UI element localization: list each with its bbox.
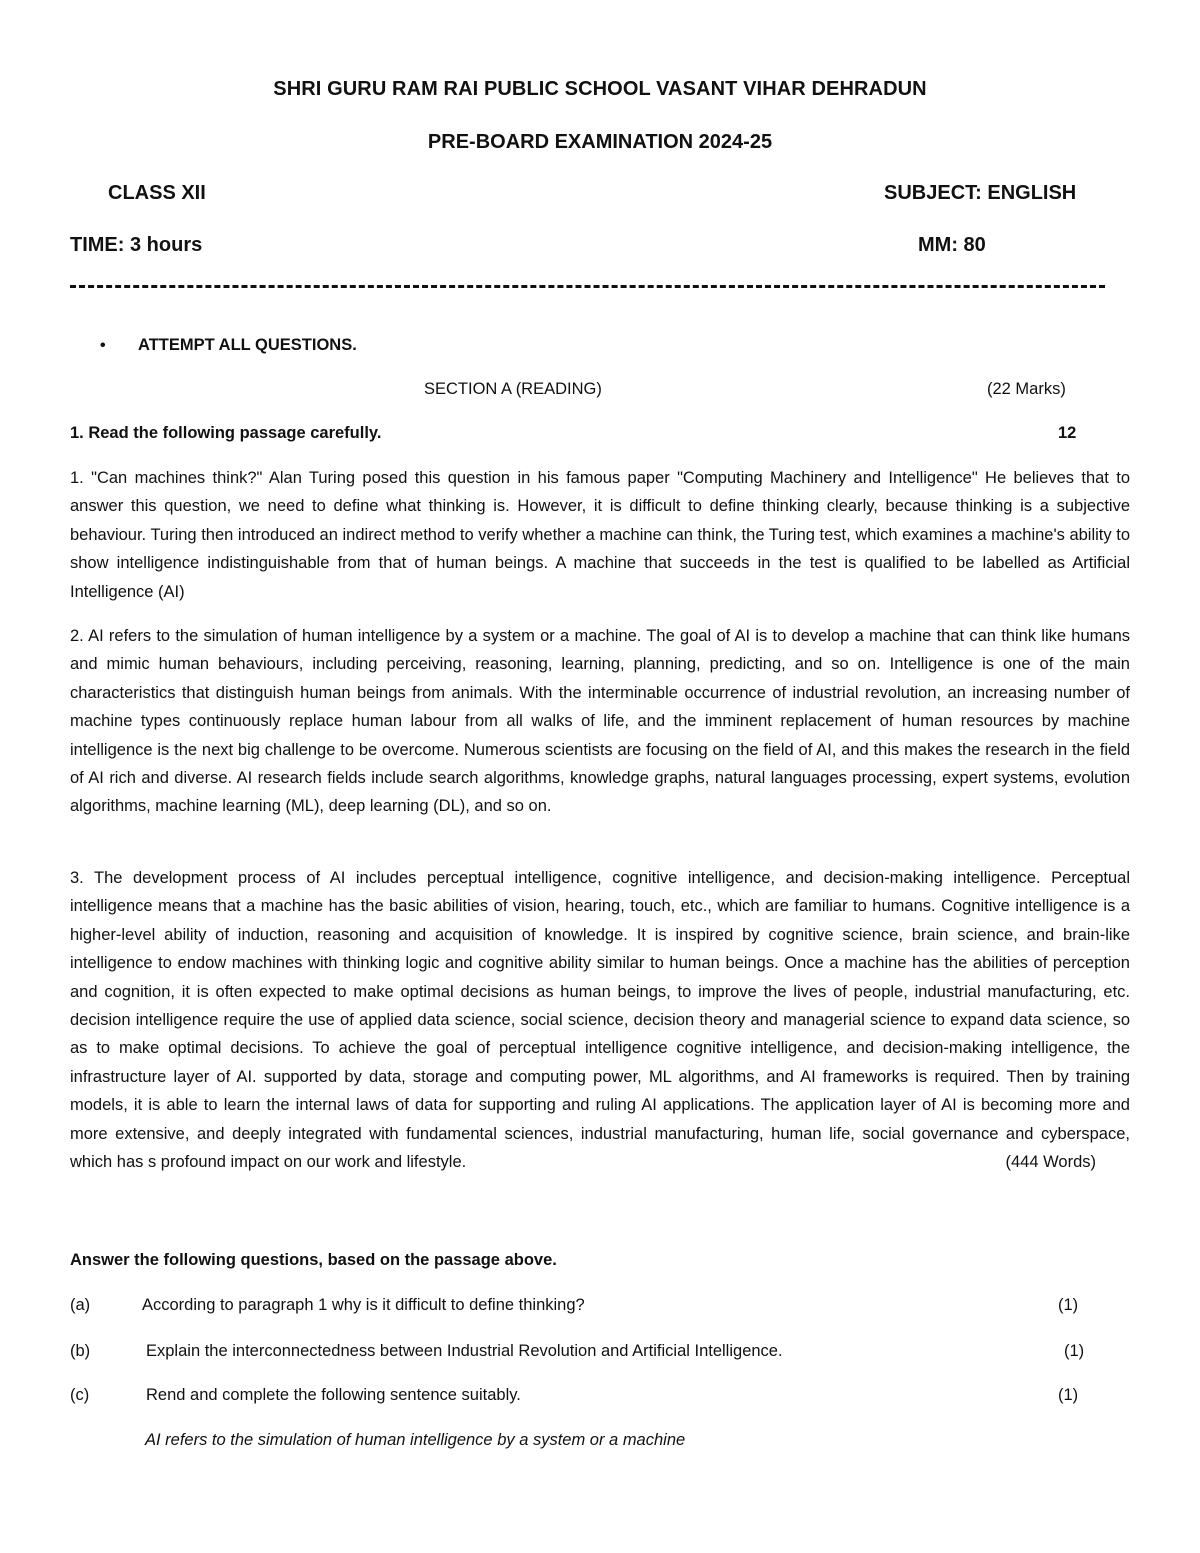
question-b-text: Explain the interconnectedness between Industrial Revolution and Artificial Intelligence.: [146, 1342, 783, 1360]
question-c-label: (c): [70, 1386, 90, 1404]
passage-paragraph-2: 2. AI refers to the simulation of human intelligence by a system or a machine. The goal of AI is to develop a machine that can think like humans and mimic human behaviours, including perceiving, reasoning, learning, planning, predicting, and so on. Intelligence is one of the main characteristics that distinguish human beings from animals. With the interminable occurrence of industrial revolution, an increasing number of machine types continuously replace human labour from all walks of life, and the imminent replacement of human resources by machine intelligence is the next big challenge to be overcome. Numerous scientists are focusing on the field of AI, and this makes the research in the field of AI rich and diverse. AI research fields include search algorithms, knowledge graphs, natural languages processing, expert systems, evolution algorithms, machine learning (ML), deep learning (DL), and so on.: [70, 627, 1130, 816]
question-a-text: According to paragraph 1 why is it difficult to define thinking?: [142, 1296, 585, 1314]
subject-label: SUBJECT: ENGLISH: [884, 182, 1077, 204]
section-marks: (22 Marks): [987, 380, 1066, 398]
answer-heading: Answer the following questions, based on the passage above.: [70, 1251, 557, 1269]
question-a: [70, 1296, 1130, 1320]
time-label: TIME: 3 hours: [70, 234, 203, 256]
question-1-prompt: 1. Read the following passage carefully.: [70, 424, 382, 442]
passage-paragraph-3: [70, 864, 1130, 1176]
school-name: SHRI GURU RAM RAI PUBLIC SCHOOL VASANT VIHAR DEHRADUN: [273, 78, 927, 100]
question-1-heading: [70, 424, 1130, 443]
max-marks-label: MM: 80: [918, 234, 986, 256]
question-a-marks: (1): [1058, 1296, 1079, 1314]
question-b-marks: (1): [1064, 1342, 1085, 1360]
question-c-text: Rend and complete the following sentence suitably.: [146, 1386, 521, 1404]
word-count: (444 Words): [1005, 1153, 1096, 1172]
question-b-label: (b): [70, 1342, 91, 1360]
instruction-text: ATTEMPT ALL QUESTIONS.: [138, 336, 357, 354]
section-name: SECTION A (READING): [424, 380, 602, 398]
passage-paragraph-1: 1. "Can machines think?" Alan Turing posed this question in his famous paper "Computing Machinery and Intelligence" He believes that to answer this question, we need to define what thinking is. However, it is difficult to define thinking clearly, because thinking is a subjective behaviour. Turing then introduced an indirect method to verify whether a machine can think, the Turing test, which examines a machine's ability to show intelligence indistinguishable from that of human beings. A machine that succeeds in the test is qualified to be labelled as Artificial Intelligence (AI): [70, 469, 1130, 601]
question-a-label: (a): [70, 1296, 91, 1314]
question-1-marks: 12: [1058, 424, 1077, 442]
header-divider: [70, 285, 1105, 292]
question-c: [70, 1386, 1130, 1410]
passage-paragraph-3-text: 3. The development process of AI includes perceptual intelligence, cognitive intelligence, and decision-making intelligence. Perceptual intelligence means that a machine has the basic abilities of vision, hearing, touch, etc., which are familiar to humans. Cognitive intelligence is a higher-level ability of induction, reasoning and acquisition of knowledge. It is inspired by cognitive science, brain science, and brain-like intelligence to endow machines with thinking logic and cognitive ability similar to human beings. Once a machine has the abilities of perception and cognition, it is often expected to make optimal decisions as human beings, to improve the lives of people, industrial manufacturing, etc. decision intelligence require the use of applied data science, social science, decision theory and managerial science to expand data science, so as to make optimal decisions. To achieve the goal of perceptual intelligence cognitive intelligence, and decision-making intelligence, the infrastructure layer of AI. supported by data, storage and computing power, ML algorithms, and AI frameworks is required. Then by training models, it is able to learn the internal laws of data for supporting and ruling AI applications. The application layer of AI is becoming more and more extensive, and deeply integrated with fundamental sciences, industrial manufacturing, human life, social governance and cyberspace, which has s profound impact on our work and lifestyle.: [70, 869, 1130, 1172]
instructions: [100, 336, 357, 355]
bullet-icon: •: [100, 337, 106, 354]
class-label: CLASS XII: [108, 182, 206, 204]
question-c-marks: (1): [1058, 1386, 1079, 1404]
sentence-to-complete: AI refers to the simulation of human intelligence by a system or a machine: [145, 1431, 686, 1449]
exam-title: PRE-BOARD EXAMINATION 2024-25: [427, 131, 773, 153]
question-b: [70, 1342, 1130, 1366]
